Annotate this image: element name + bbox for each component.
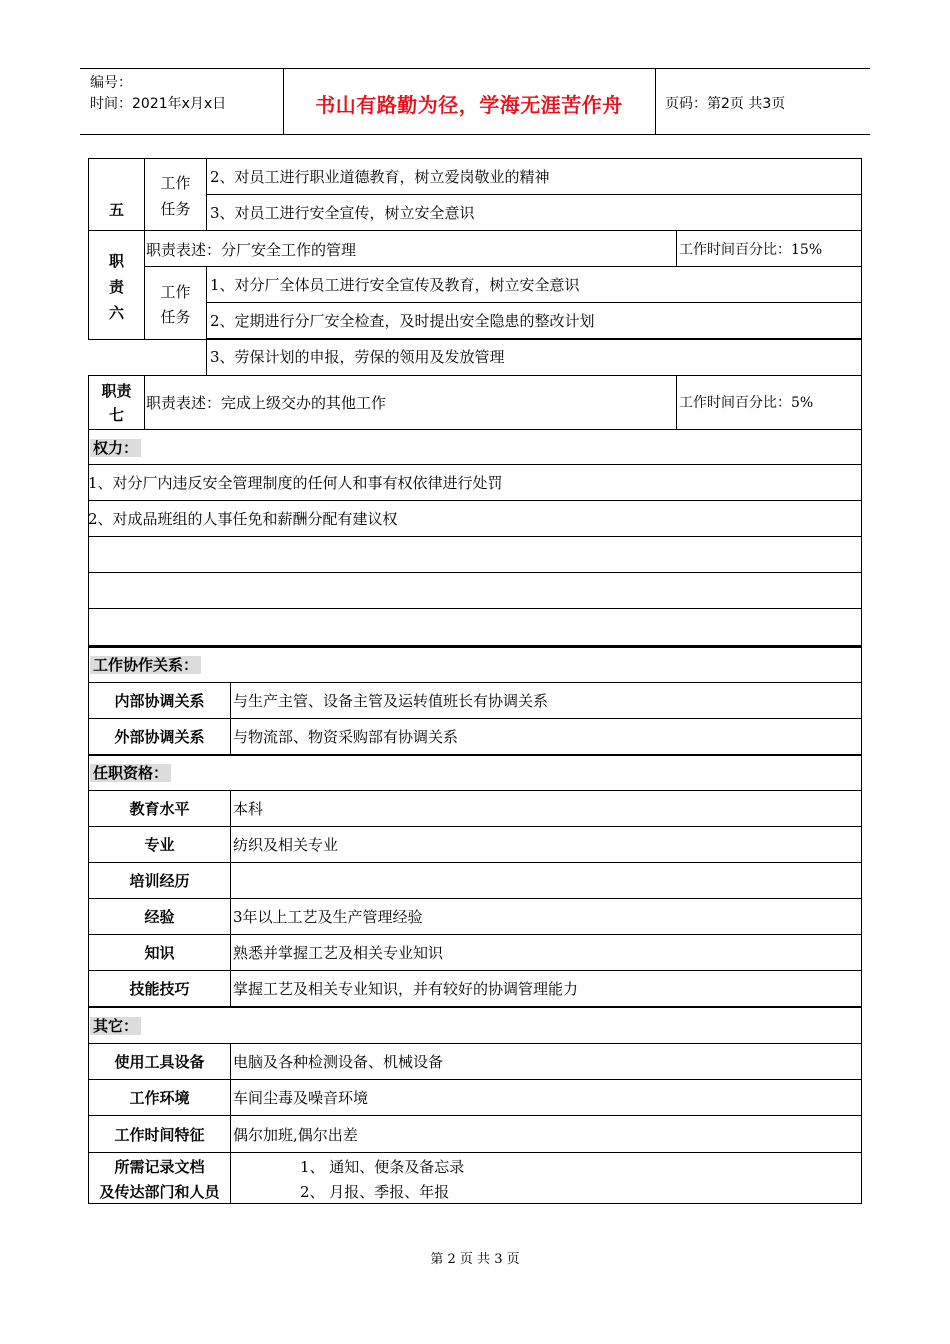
duty5-task-2: 2、对员工进行职业道德教育，树立爱岗敬业的精神	[210, 168, 550, 186]
authority-row-empty	[88, 536, 862, 573]
page-header	[80, 68, 870, 135]
qualification-title-cell	[88, 754, 862, 791]
internal-coordination-label: 内部协调关系	[114, 692, 205, 710]
authority-row-empty	[88, 572, 862, 609]
tools-value: 电脑及各种检测设备、机械设备	[233, 1053, 444, 1071]
records-item-1: 1、 通知、便条及备忘录	[300, 1158, 465, 1176]
duty6-time-percent: 工作时间百分比：15%	[679, 242, 823, 258]
duty7-time-percent: 工作时间百分比：5%	[679, 395, 814, 411]
education-value-cell	[230, 790, 862, 827]
cooperation-title: 工作协作关系：	[90, 656, 201, 674]
duty7-description: 职责表述：完成上级交办的其他工作	[146, 394, 387, 412]
header-divider	[655, 69, 656, 134]
authority-item-1: 1、对分厂内违反安全管理制度的任何人和事有权依律进行处罚	[88, 474, 503, 492]
others-title-cell	[88, 1006, 862, 1044]
duty5-task-label-cell	[144, 158, 207, 231]
records-label-1: 所需记录文档	[114, 1158, 205, 1176]
duty6-index-2: 责	[108, 278, 124, 296]
environment-label: 工作环境	[129, 1089, 190, 1107]
authority-row-empty	[88, 608, 862, 646]
duty5-task-3: 3、对员工进行安全宣传，树立安全意识	[210, 204, 475, 222]
external-coordination-value: 与物流部、物资采购部有协调关系	[233, 728, 459, 746]
doc-number-label: 编号：	[90, 75, 132, 91]
training-value-cell	[230, 862, 862, 899]
knowledge-label: 知识	[144, 944, 175, 962]
others-title: 其它：	[90, 1017, 141, 1035]
authority-item-2: 2、对成品班组的人事任免和薪酬分配有建议权	[88, 510, 398, 528]
authority-title-cell	[88, 429, 862, 465]
education-value: 本科	[233, 800, 264, 818]
education-label: 教育水平	[129, 800, 190, 818]
duty6-task-3: 3、劳保计划的申报，劳保的领用及发放管理	[210, 348, 505, 366]
duty6-task-label-2: 任务	[160, 308, 191, 326]
duty5-index: 五	[108, 201, 124, 219]
knowledge-value: 熟悉并掌握工艺及相关专业知识	[233, 944, 444, 962]
skills-label: 技能技巧	[129, 980, 190, 998]
major-value: 纺织及相关专业	[233, 836, 339, 854]
duty6-task-label-cell	[144, 266, 207, 340]
page-footer: 第 2 页 共 3 页	[430, 1252, 520, 1267]
doc-time-label: 时间：2021年x月x日	[90, 96, 227, 112]
records-label-2: 及传达部门和人员	[99, 1183, 220, 1201]
duty5-index-cell	[88, 158, 145, 231]
qualification-title: 任职资格：	[90, 764, 171, 782]
skills-value: 掌握工艺及相关专业知识，并有较好的协调管理能力	[233, 980, 579, 998]
experience-label: 经验	[144, 908, 175, 926]
duty6-index-3: 六	[108, 304, 124, 322]
environment-value: 车间尘毒及噪音环境	[233, 1089, 369, 1107]
internal-coordination-value: 与生产主管、设备主管及运转值班长有协调关系	[233, 692, 549, 710]
duty6-task-label-1: 工作	[160, 283, 191, 301]
duty6-description: 职责表述：分厂安全工作的管理	[146, 241, 357, 259]
duty5-task-label-2: 任务	[160, 200, 191, 218]
header-page-number: 页码：第2页 共3页	[665, 96, 786, 112]
header-meta	[90, 73, 226, 115]
cooperation-title-cell	[88, 646, 862, 683]
major-label: 专业	[144, 836, 175, 854]
header-motto: 书山有路勤为径，学海无涯苦作舟	[315, 93, 623, 117]
duty7-index-2: 七	[108, 406, 124, 424]
experience-value: 3年以上工艺及生产管理经验	[233, 908, 423, 926]
duty5-task-label-1: 工作	[160, 174, 191, 192]
records-item-2: 2、 月报、季报、年报	[300, 1183, 450, 1201]
work-time-label: 工作时间特征	[114, 1126, 205, 1144]
tools-label: 使用工具设备	[114, 1053, 205, 1071]
training-label: 培训经历	[129, 872, 190, 890]
authority-title: 权力：	[90, 439, 141, 457]
duty7-index-1: 职责	[101, 382, 132, 400]
duty6-task-1: 1、对分厂全体员工进行安全宣传及教育，树立安全意识	[210, 276, 580, 294]
duty6-task-2: 2、定期进行分厂安全检查，及时提出安全隐患的整改计划	[210, 312, 595, 330]
external-coordination-label: 外部协调关系	[114, 728, 205, 746]
duty6-index-1: 职	[108, 252, 124, 270]
row-divider	[88, 339, 206, 340]
work-time-value: 偶尔加班,偶尔出差	[233, 1126, 358, 1144]
